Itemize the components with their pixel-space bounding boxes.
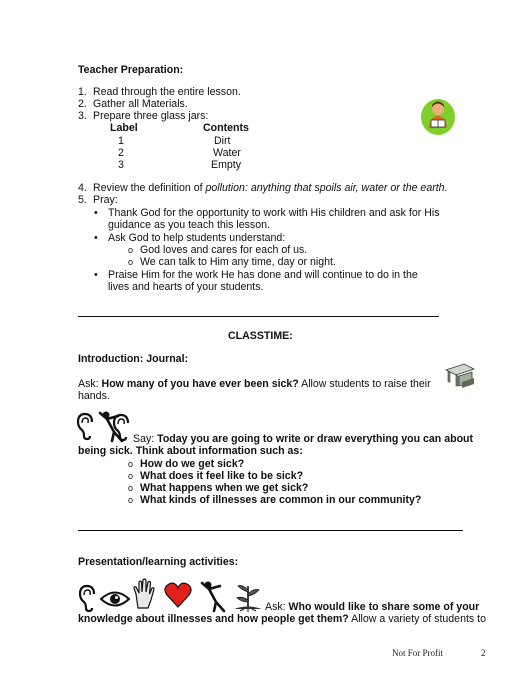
jar-contents: Empty — [211, 159, 242, 171]
prep-heading: Teacher Preparation: — [78, 64, 184, 76]
exercise-figure-icon — [200, 580, 230, 612]
jar-label: 2 — [118, 147, 124, 159]
divider — [78, 316, 439, 317]
prayer-bullet: • Ask God to help students understand: — [94, 232, 286, 244]
jar-col-label: Label — [110, 122, 138, 134]
jar-contents: Dirt — [214, 135, 231, 147]
prayer-bullet-cont: guidance as you teach this lesson. — [108, 219, 270, 231]
footer-text: Not For Profit — [392, 648, 444, 658]
ask-line-cont: knowledge about illnesses and how people get them? Allow a variety of students to — [78, 613, 486, 625]
prayer-sub-item: o We can talk to Him any time, day or night. — [128, 256, 336, 268]
prayer-sub-item: o God loves and cares for each of us. — [128, 244, 308, 256]
say-line: Say: Today you are going to write or draw everything you can about — [133, 433, 474, 445]
divider — [78, 530, 463, 531]
list-item: 2. Gather all Materials. — [78, 98, 188, 110]
sprouting-plant-icon — [232, 580, 264, 612]
pollution-definition: pollution: anything that spoils air, water or the earth. — [205, 182, 448, 194]
intro-heading: Introduction: Journal: — [78, 353, 189, 365]
classtime-heading: CLASSTIME: — [228, 330, 293, 342]
eye-icon — [100, 590, 130, 608]
list-item: 1. Read through the entire lesson. — [78, 86, 241, 98]
ask-line: Ask: How many of you have ever been sick? Allow students to raise their — [78, 378, 431, 390]
question-item: o What does it feel like to be sick? — [128, 470, 304, 482]
list-item: 3. Prepare three glass jars: — [78, 110, 209, 122]
prayer-bullet: • Thank God for the opportunity to work with His children and ask for His — [94, 207, 440, 219]
list-item: 4. Review the definition of pollution: anything that spoils air, water or the earth. — [78, 182, 448, 194]
ear-icon — [76, 412, 96, 440]
ask-line: Ask: Who would like to share some of your — [265, 601, 480, 613]
list-item: 5. Pray: — [78, 194, 118, 206]
hand-icon — [132, 578, 156, 610]
prayer-bullet: • Praise Him for the work He has done and will continue to do in the — [94, 269, 418, 281]
ear-icon — [112, 413, 132, 441]
heart-icon — [164, 582, 192, 608]
jar-contents: Water — [213, 147, 241, 159]
jar-label: 3 — [118, 159, 124, 171]
presentation-heading: Presentation/learning activities: — [78, 556, 239, 568]
desk-icon — [444, 360, 476, 388]
ask-line-cont: hands. — [78, 390, 110, 402]
question-item: o What kinds of illnesses are common in our community? — [128, 494, 422, 506]
child-with-book-icon — [420, 98, 456, 136]
jar-label: 1 — [118, 135, 124, 147]
say-line-cont: being sick. Think about information such as: — [78, 445, 303, 457]
question-item: o How do we get sick? — [128, 458, 245, 470]
jar-col-contents: Contents — [203, 122, 249, 134]
page-number: 2 — [481, 648, 486, 658]
prayer-bullet-cont: lives and hearts of your students. — [108, 281, 264, 293]
question-item: o What happens when we get sick? — [128, 482, 309, 494]
ear-icon — [78, 584, 98, 612]
